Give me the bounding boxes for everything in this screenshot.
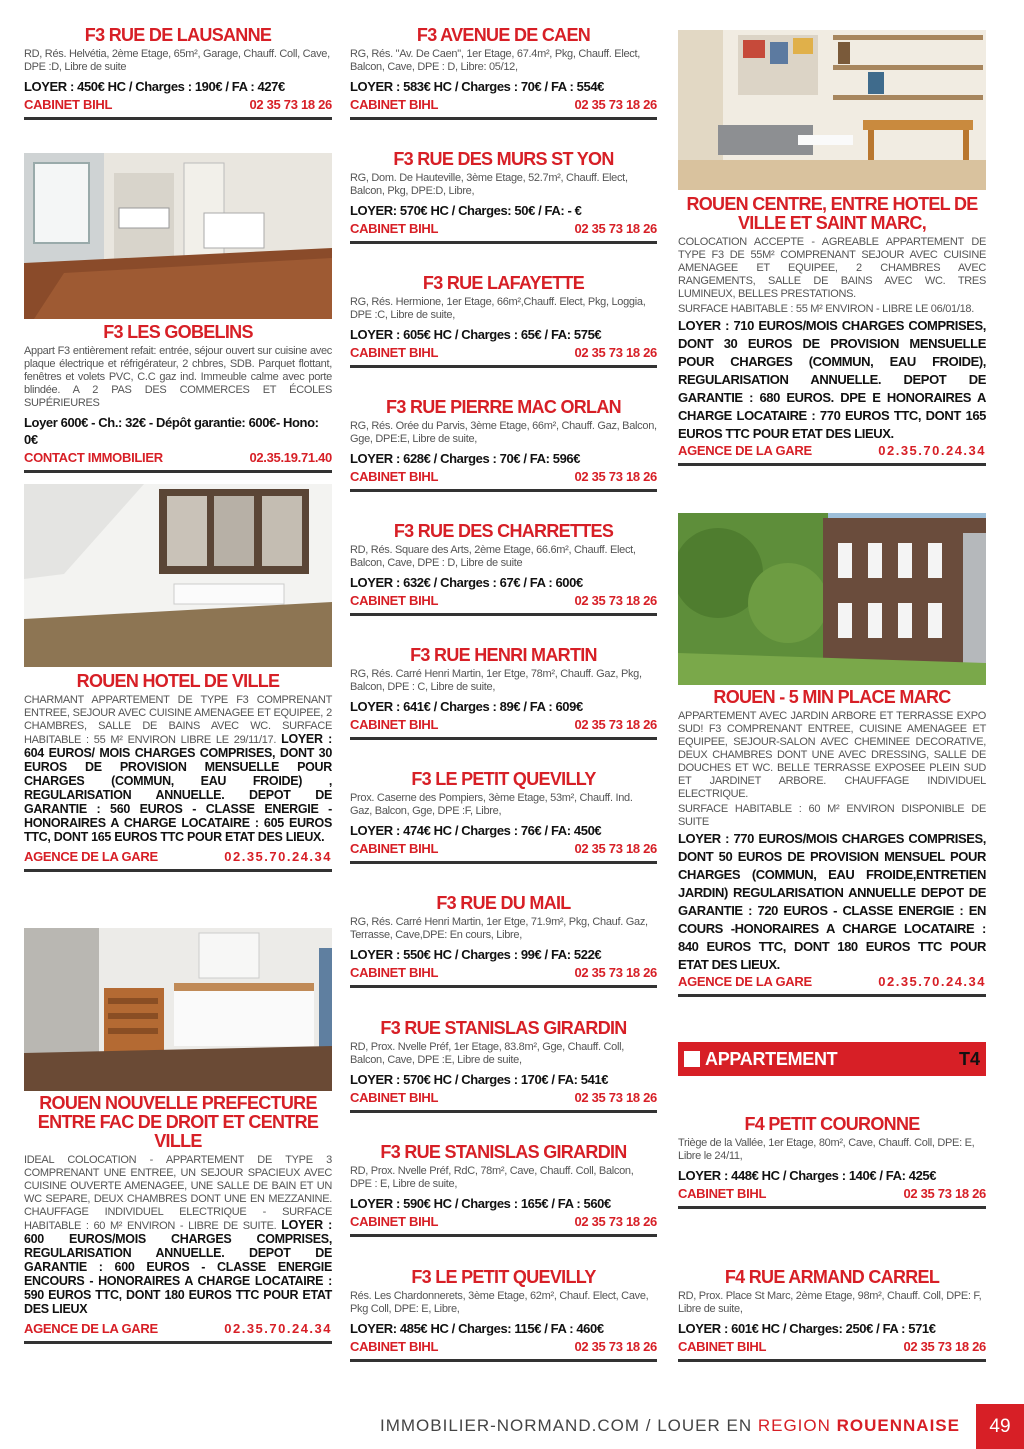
agency-phone[interactable]: 02 35 73 18 26 [574,469,657,484]
listing-rent: LOYER : 628€ / Charges : 70€ / FA: 596€ [350,451,581,466]
listing-rent: LOYER : 601€ HC / Charges: 250€ / FA : 571€ [678,1321,936,1336]
living-room-with-shelves-photo [678,30,986,190]
listing-description: RG, Rés. Hermione, 1er Etage, 66m²,Chauff. Elect, Pkg, Loggia, DPE :C, Libre de suite, [350,296,646,321]
listing-card [350,26,657,120]
listing-rent: LOYER : 570€ HC / Charges : 170€ / FA: 541€ [350,1072,609,1087]
agency-name: AGENCE DE LA GARE [24,1321,158,1336]
listing-title: ROUEN HOTEL DE VILLE [76,671,280,691]
listing-title: F3 RUE DU MAIL [436,893,571,913]
listing-card [350,646,657,740]
listing-description: RD, Prox. Nvelle Préf, 1er Etage, 83.8m², Gge, Chauff. Coll, Balcon, Cave, DPE :E, Libre de suite, [350,1041,625,1066]
listing-title: ROUEN - 5 MIN PLACE MARC [713,687,951,707]
listing-description: Rés. Les Chardonnerets, 3ème Etage, 62m², Chauf. Elect, Cave, Pkg Coll, DPE: E, Libre, [350,1290,649,1315]
agency-name: CABINET BIHL [350,1090,439,1105]
page-number: 49 [976,1404,1024,1449]
listing-agency-row [350,345,657,368]
listing-rent: LOYER : 641€ / Charges : 89€ / FA : 609€ [350,699,583,714]
listing-description: COLOCATION ACCEPTE - AGREABLE APPARTEMENT DE TYPE F3 DE 55M² COMPRENANT SEJOUR AVEC CUISINE AMENAGEE ET EQUIPEE, 2 CHAMBRES AVEC RANGEMENTS, SALLE DE BAINS AVEC WC. TRES LUMINEUX, BELLES PRESTATIONS. [678,236,986,300]
listing-card [24,323,332,473]
listing-rent-details: LOYER : 770 EUROS/MOIS CHARGES COMPRISES, DONT 50 EUROS DE PROVISION MENSUEL POUR CHARGES (COMMUN, EAU FROIDE,ENTRETIEN JARDIN) REGULARISATION ANNUELLE DEPOT DE GARANTIE : 720 EUROS - CLASSE ENERGIE : EN COURS -HONORAIRES A CHARGE LOCATAIRE : 840 EUROS TTC, DONT 180 EUROS TTC POUR ETAT DES LIEUX. [678,831,986,972]
listing-surface: SURFACE HABITABLE : 55 M² ENVIRON - LIBRE LE 06/01/18. [678,303,974,315]
footer-separator: / [645,1416,652,1435]
agency-phone[interactable]: 02 35 73 18 26 [574,717,657,732]
agency-phone[interactable]: 02.35.70.24.34 [224,849,332,864]
agency-name: CABINET BIHL [350,469,439,484]
listing-title: ROUEN NOUVELLE PREFECTURE ENTRE FAC DE DROIT ET CENTRE VILLE [37,1093,319,1151]
agency-phone[interactable]: 02 35 73 18 26 [574,965,657,980]
agency-name: CABINET BIHL [678,1339,767,1354]
listing-title: F3 RUE STANISLAS GIRARDIN [380,1142,627,1162]
listing-title: F3 RUE PIERRE MAC ORLAN [386,397,621,417]
agency-name: CONTACT IMMOBILIER [24,450,163,465]
listing-description: RD, Prox. Place St Marc, 2ème Etage, 98m², Chauff. Coll, DPE: F, Libre de suite, [678,1290,982,1315]
listing-card [24,1094,332,1344]
agency-name: CABINET BIHL [350,965,439,980]
listing-rent: LOYER : 448€ HC / Charges : 140€ / FA: 425€ [678,1168,937,1183]
agency-name: CABINET BIHL [24,97,113,112]
listing-agency-row [24,849,332,872]
listing-card [24,26,332,120]
listing-agency-row [350,717,657,740]
listing-description: RG, Rés. Carré Henri Martin, 1er Etge, 71.9m², Pkg, Chauf. Gaz, Terrasse, Cave,DPE: En cours, Libre, [350,916,648,941]
agency-phone[interactable]: 02 35 73 18 26 [574,1339,657,1354]
listing-rent: LOYER: 570€ HC / Charges: 50€ / FA: - € [350,203,582,218]
section-title: APPARTEMENT [705,1048,838,1069]
listing-title: F3 RUE DES CHARRETTES [393,521,614,541]
listing-title: F3 RUE HENRI MARTIN [410,645,597,665]
listing-agency-row [678,1186,986,1209]
agency-phone[interactable]: 02.35.70.24.34 [878,443,986,458]
listing-description: RG, Rés. "Av. De Caen", 1er Etage, 67.4m², Pkg, Chauff. Elect, Balcon, Cave, DPE : D, Libre: 05/12, [350,48,641,73]
agency-phone[interactable]: 02.35.70.24.34 [878,974,986,989]
agency-phone[interactable]: 02 35 73 18 26 [574,1090,657,1105]
listing-rent: LOYER : 632€ / Charges : 67€ / FA : 600€ [350,575,583,590]
listing-description: Prox. Caserne des Pompiers, 3ème Etage, 53m², Chauff. Ind. Gaz, Balcon, Gge, DPE :F, Libre, [350,792,633,817]
empty-room-with-kitchenette-photo [24,153,332,319]
agency-phone[interactable]: 02 35 73 18 26 [574,1214,657,1229]
empty-attic-room-photo [24,484,332,667]
footer-site-link[interactable]: IMMOBILIER-NORMAND.COM [379,1416,640,1435]
agency-name: CABINET BIHL [350,345,439,360]
listing-agency-row [24,97,332,120]
agency-phone[interactable]: 02 35 73 18 26 [903,1339,986,1354]
listing-title: F3 LES GOBELINS [103,322,253,342]
listing-rent: LOYER : 605€ HC / Charges : 65€ / FA: 575€ [350,327,602,342]
listing-description: Triège de la Vallée, 1er Etage, 80m², Cave, Chauff. Coll, DPE: E, Libre le 24/11, [678,1137,975,1162]
listing-agency-row [350,221,657,244]
listing-agency-row [24,1321,332,1344]
listing-agency-row [350,469,657,492]
listing-agency-row [350,97,657,120]
listing-title: F3 LE PETIT QUEVILLY [411,769,596,789]
listing-rent: LOYER : 450€ HC / Charges : 190€ / FA : 427€ [24,79,285,94]
footer-rouennaise: ROUENNAISE [836,1416,960,1435]
brick-building-with-garden-photo [678,513,986,685]
section-type: T4 [958,1048,980,1069]
listing-agency-row [24,450,332,473]
listing-agency-row [678,443,986,466]
agency-phone[interactable]: 02 35 73 18 26 [903,1186,986,1201]
listing-card [678,195,986,466]
listing-description: RG, Rés. Carré Henri Martin, 1er Etge, 78m², Chauff. Gaz, Pkg, Balcon, DPE : C, Libre de suite, [350,668,642,693]
listing-card [24,672,332,872]
agency-name: AGENCE DE LA GARE [678,443,812,458]
listing-agency-row [350,965,657,988]
agency-phone[interactable]: 02.35.70.24.34 [224,1321,332,1336]
listing-card [350,522,657,616]
agency-phone[interactable]: 02 35 73 18 26 [574,97,657,112]
listing-title: F3 AVENUE DE CAEN [416,25,591,45]
listing-rent-details: LOYER : 600 EUROS/MOIS CHARGES COMPRISES, REGULARISATION ANNUELLE. DEPOT DE GARANTIE : 600 EUROS - CLASSE ENERGIE ENCOURS - HONORAIRES A CHARGE LOCATAIRE : 590 EUROS TTC, DONT 180 EUROS TTC POUR ETAT DES LIEUX [24,1218,332,1316]
listing-description: RG, Rés. Orée du Parvis, 3ème Etage, 66m², Chauff. Gaz, Balcon, Gge, DPE:E, Libre de suite, [350,420,657,445]
listing-card [350,894,657,988]
listing-title: F3 LE PETIT QUEVILLY [411,1267,596,1287]
listing-card [350,1268,657,1362]
agency-name: AGENCE DE LA GARE [678,974,812,989]
agency-name: CABINET BIHL [350,97,439,112]
agency-name: CABINET BIHL [350,1339,439,1354]
listing-description: APPARTEMENT AVEC JARDIN ARBORE ET TERRASSE EXPO SUD! F3 COMPRENANT ENTREE, CUISINE AMENAGEE ET EQUIPEE, SEJOUR-SALON AVEC CHEMINEE DECORATIVE, DEUX CHAMBRES DONT UNE AVEC DRESSING, SALLE DE DOUCHES ET WC. BELLE TERRASSE EXPOSEE PLEIN SUD ET JARDINET ARBORE. CHAUFFAGE INDIVIDUEL ELECTRIQUE. [678,710,986,800]
listing-title: F3 RUE LAFAYETTE [422,273,585,293]
listing-card [350,398,657,492]
agency-phone[interactable]: 02 35 73 18 26 [574,345,657,360]
duplex-room-with-stairs-photo [24,928,332,1091]
listing-card [350,1143,657,1237]
listing-rent: LOYER : 474€ HC / Charges : 76€ / FA: 450€ [350,823,602,838]
agency-phone[interactable]: 02 35 73 18 26 [574,593,657,608]
listing-agency-row [678,974,986,997]
square-icon [684,1051,700,1067]
listing-card [350,770,657,864]
listing-description-text: IDEAL COLOCATION - APPARTEMENT DE TYPE 3 COMPRENANT UNE ENTREE, UN SEJOUR SPACIEUX AVEC CUISINE OUVERTE AMENAGEE, UNE SALLE DE BAIN ET UN WC SEPARE, DEUX CHAMBRES DONT UNE EN MEZZANINE. CHAUFFAGE INDIVIDUEL ELECTRIQUE - SURFACE HABITABLE : 60 M² ENVIRON - LIBRE DE SUITE. [24,1154,332,1232]
listing-description: RD, Rés. Square des Arts, 2ème Etage, 66.6m², Chauff. Elect, Balcon, Cave, DPE : D, Libre de suite [350,544,636,569]
agency-name: CABINET BIHL [350,593,439,608]
listing-description: RD, Rés. Helvétia, 2ème Etage, 65m², Garage, Chauff. Coll, Cave, DPE :D, Libre de suite [24,48,330,73]
agency-phone[interactable]: 02 35 73 18 26 [249,97,332,112]
listing-title: F3 RUE DE LAUSANNE [84,25,272,45]
listing-rent: LOYER : 583€ HC / Charges : 70€ / FA : 554€ [350,79,604,94]
listing-title: F4 PETIT COURONNE [744,1114,920,1134]
agency-name: CABINET BIHL [350,221,439,236]
agency-phone[interactable]: 02 35 73 18 26 [574,221,657,236]
footer-louer: LOUER EN [657,1416,753,1435]
agency-name: AGENCE DE LA GARE [24,849,158,864]
listing-description: Appart F3 entièrement refait: entrée, séjour ouvert sur cuisine avec plaque électrique et réfrigérateur, 2 chbres, SDB. Parquet flottant, fenêtres et volets PVC, C.C gaz ind. Immeuble calme avec porte blindée. A 2 PAS DES COMMERCES ET ÉCOLES SUPÉRIEURES [24,345,332,409]
page-footer [0,1416,960,1436]
agency-name: CABINET BIHL [350,841,439,856]
listing-agency-row [350,1214,657,1237]
listing-agency-row [678,1339,986,1362]
agency-name: CABINET BIHL [350,1214,439,1229]
agency-phone[interactable]: 02 35 73 18 26 [574,841,657,856]
listing-rent: Loyer 600€ - Ch.: 32€ - Dépôt garantie: 600€- Hono: 0€ [24,415,319,447]
listing-agency-row [350,1090,657,1113]
listing-title: F3 RUE DES MURS ST YON [393,149,614,169]
agency-name: CABINET BIHL [350,717,439,732]
section-header-appartement [678,1042,986,1076]
listing-card [350,274,657,368]
listing-rent: LOYER : 590€ HC / Charges : 165€ / FA : 560€ [350,1196,611,1211]
listing-card [678,688,986,997]
footer-region: REGION [757,1416,831,1435]
listing-agency-row [350,1339,657,1362]
listing-title: F3 RUE STANISLAS GIRARDIN [380,1018,627,1038]
listing-description [24,694,332,845]
listing-agency-row [350,841,657,864]
agency-phone[interactable]: 02.35.19.71.40 [249,450,332,465]
listing-title: F4 RUE ARMAND CARREL [724,1267,940,1287]
agency-name: CABINET BIHL [678,1186,767,1201]
listing-description [24,1154,332,1317]
listing-rent-details: LOYER : 710 EUROS/MOIS CHARGES COMPRISES, DONT 30 EUROS DE PROVISION MENSUELLE POUR CHARGES (COMMUN, EAU FROIDE), REGULARISATION ANNUELLE. DEPOT DE GARANTIE : 680 EUROS. DPE E HONORAIRES A CHARGE LOCATAIRE : 770 EUROS TTC, DONT 165 EUROS TTC POUR ETAT DES LIEUX. [678,318,986,441]
listing-surface: SURFACE HABITABLE : 60 M² ENVIRON DISPONIBLE DE SUITE [678,803,986,828]
section-label [684,1049,837,1070]
listing-card [678,1115,986,1209]
listing-rent: LOYER : 550€ HC / Charges : 99€ / FA: 522€ [350,947,602,962]
listing-description: RD, Prox. Nvelle Préf, RdC, 78m², Cave, Chauff. Coll, Balcon, DPE : E, Libre de suite, [350,1165,634,1190]
listing-description-text: CHARMANT APPARTEMENT DE TYPE F3 COMPRENANT ENTREE, SEJOUR AVEC CUISINE AMENAGEE ET EQUIPEE, 2 CHAMBRES, SALLE DE BAINS AVEC WC. SURFACE HABITABLE : 55 M² ENVIRON LIBRE LE 29/11/17. [24,694,332,746]
listing-agency-row [350,593,657,616]
listing-description: RG, Dom. De Hauteville, 3ème Etage, 52.7m², Chauff. Elect, Balcon, Pkg, DPE:D, Libre, [350,172,628,197]
listing-title: ROUEN CENTRE, ENTRE HOTEL DE VILLE ET SAINT MARC, [686,194,978,233]
listing-card [678,1268,986,1362]
listing-rent: LOYER: 485€ HC / Charges: 115€ / FA : 460€ [350,1321,604,1336]
listing-rent-details: LOYER : 604 EUROS/ MOIS CHARGES COMPRISES, DONT 30 EUROS DE PROVISION MENSUELLE POUR CHARGES (COMMUN, EAU FROIDE) , REGULARISATION ANNUELLE. DEPOT DE GARANTIE : 560 EUROS - CLASSE ENERGIE - HONORAIRES A CHARGE LOCATAIRE : 605 EUROS TTC, DONT 165 EUROS TTC POUR ETAT DES LIEUX. [24,732,332,844]
listing-card [350,1019,657,1113]
listing-card [350,150,657,244]
